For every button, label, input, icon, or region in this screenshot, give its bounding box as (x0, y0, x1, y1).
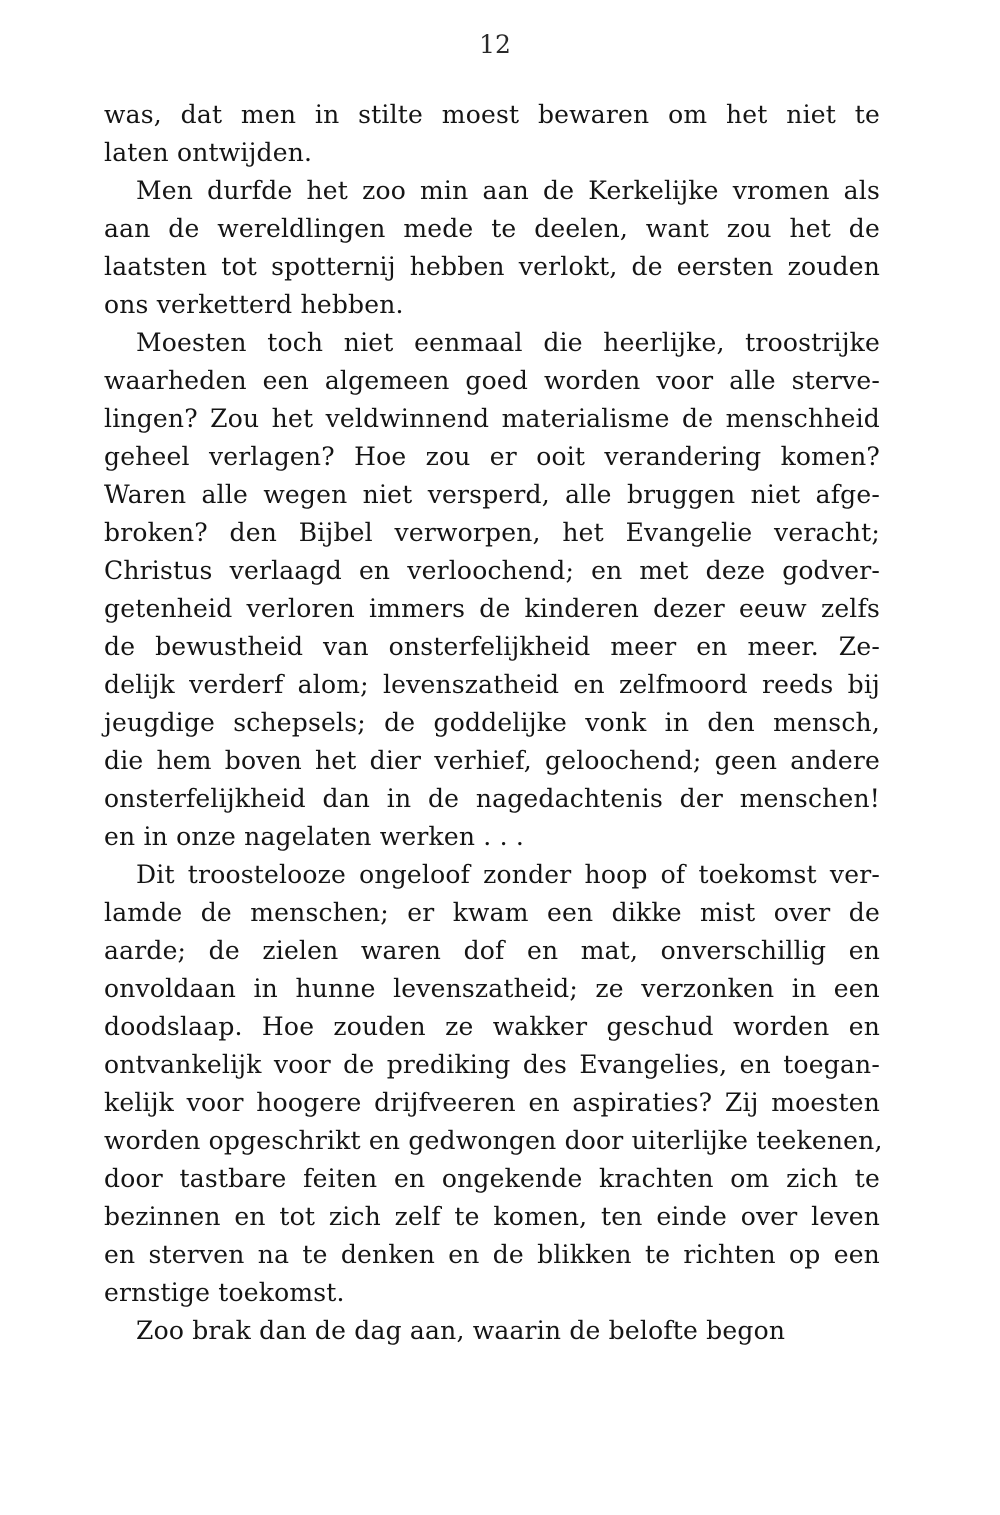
text-line: waarheden een algemeen goed worden voor alle sterve- (104, 366, 880, 395)
text-line: Dit troostelooze ongeloof zonder hoop of toekomst ver- (136, 860, 880, 889)
text-line: bezinnen en tot zich zelf te komen, ten einde over leven (104, 1202, 880, 1231)
text-line: kelijk voor hoogere drijfveeren en aspiraties? Zij moesten (104, 1088, 880, 1117)
text-line: aarde; de zielen waren dof en mat, onverschillig en (104, 936, 880, 965)
text-line: Christus verlaagd en verloochend; en met deze godver- (104, 556, 880, 585)
text-line: lamde de menschen; er kwam een dikke mist over de (104, 898, 880, 927)
text-line: ons verketterd hebben. (104, 290, 404, 319)
text-line: delijk verderf alom; levenszatheid en zelfmoord reeds bij (104, 670, 880, 699)
page-number: 12 (479, 30, 511, 59)
text-line: was, dat men in stilte moest bewaren om het niet te (104, 100, 880, 129)
text-line: Zoo brak dan de dag aan, waarin de belofte begon (136, 1316, 786, 1345)
text-line: jeugdige schepsels; de goddelijke vonk in den mensch, (104, 708, 880, 737)
text-line: ontvankelijk voor de prediking des Evangelies, en toegan- (104, 1050, 880, 1079)
text-line: aan de wereldlingen mede te deelen, want zou het de (104, 214, 880, 243)
text-line: worden opgeschrikt en gedwongen door uiterlijke teekenen, (104, 1126, 883, 1155)
text-line: en in onze nagelaten werken . . . (104, 822, 525, 851)
text-line: laten ontwijden. (104, 138, 313, 167)
text-line: Moesten toch niet eenmaal die heerlijke, troostrijke (136, 328, 880, 357)
text-line: geheel verlagen? Hoe zou er ooit verandering komen? (104, 442, 880, 471)
text-line: die hem boven het dier verhief, geloochend; geen andere (104, 746, 880, 775)
text-line: ernstige toekomst. (104, 1278, 345, 1307)
text-line: laatsten tot spotternij hebben verlokt, de eersten zouden (104, 252, 880, 281)
text-line: getenheid verloren immers de kinderen dezer eeuw zelfs (104, 594, 880, 623)
text-line: Waren alle wegen niet versperd, alle bruggen niet afge- (104, 480, 880, 509)
text-line: Men durfde het zoo min aan de Kerkelijke vromen als (136, 176, 880, 205)
text-line: en sterven na te denken en de blikken te richten op een (104, 1240, 880, 1269)
text-line: de bewustheid van onsterfelijkheid meer en meer. Ze- (104, 632, 880, 661)
body-text (104, 96, 883, 1350)
text-line: onsterfelijkheid dan in de nagedachtenis der menschen! (104, 784, 880, 813)
text-line: doodslaap. Hoe zouden ze wakker geschud worden en (104, 1012, 880, 1041)
text-line: door tastbare feiten en ongekende krachten om zich te (104, 1164, 880, 1193)
text-line: lingen? Zou het veldwinnend materialisme de menschheid (104, 404, 880, 433)
text-line: onvoldaan in hunne levenszatheid; ze verzonken in een (104, 974, 880, 1003)
text-line: broken? den Bijbel verworpen, het Evangelie veracht; (104, 518, 880, 547)
